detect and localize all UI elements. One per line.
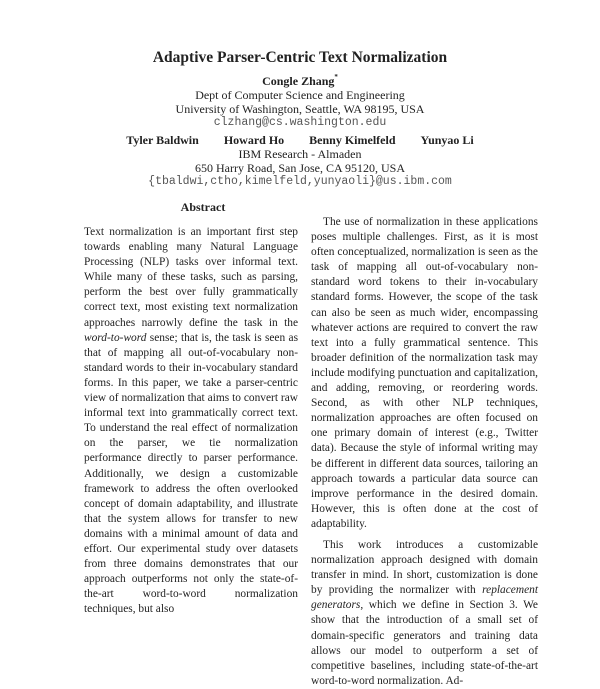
intro-paragraph: The use of normalization in these applications poses multiple challenges. First, as it is most often conceptualized, normalization is seen as the task of mapping all out-of-vocabulary non-standard word tokens to their in-vocabulary standard forms. However, the scope of the task can also be seen as much wider, encompassing whatever actions are required to convert the raw text into a fully grammatical sentence. This broader definition of the normalization task may include modifying punctuation and capitalization, and adding, removing, or reordering words. Second, as with other NLP techniques, normalization approaches are often focused on one primary domain of interest (e.g., Twitter data). Because the style of informal writing may be different in different data sources, tailoring an approach towards a particular data source can improve performance in the desired domain. However, this is often done at the cost of adaptability. [311,216,538,530]
ibm-address: 650 Harry Road, San Jose, CA 95120, USA [195,161,405,175]
first-author-university: University of Washington, Seattle, WA 98195, USA [175,102,425,116]
footnote-mark: * [334,73,338,81]
first-author-dept: Dept of Computer Science and Engineering [195,88,405,102]
first-author-email: clzhang@cs.washington.edu [213,116,387,129]
abstract-text: sense; that is, the task is seen as that of mapping all out-of-vocabulary non-standard words to their in-vocabulary standard forms. In this paper, we take a parser-centric view of normalization that aims to convert raw informal text into grammatically correct text. To understand the real effect of normalization on the parser, we tie normalization performance directly to parser performance. Additionally, we design a customizable framework to address the often overlooked concept of domain adaptability, and illustrate that the system allows for transfer to new domains with a minimal amount of data and effort. Our experimental study over datasets from three domains demonstrates that our approach outperforms not only the state-of-the-art word-to-word normalization techniques, but also [84,331,298,616]
intro-emphasis: replacement generators [311,584,538,612]
abstract-emphasis: word-to-word [84,331,147,344]
ibm-emails: {tbaldwi,ctho,kimelfeld,yunyaoli}@us.ibm.com [148,175,452,188]
ibm-authors [0,133,600,148]
intro-text: , which we define in Section 3. We show that the introduction of a small set of domain-specific generators and training data allows our model to outperform a set of competitive baselines, including state-of-the-art word-to-word normalization. Ad- [311,599,538,687]
author-name: Benny Kimelfeld [309,133,396,147]
abstract-body [84,225,298,617]
abstract-text: Text normalization is an important first step towards enabling many Natural Language Processing (NLP) tasks over informal text. While many of these tasks, such as parsing, perform the best over fully grammatically correct text, most existing text normalization approaches narrowly define the task in the [84,226,298,329]
author-name: Tyler Baldwin [126,133,199,147]
first-author [0,74,600,89]
intro-text: This work introduces a customizable normalization approach designed with domain transfer in mind. In short, customization is done by providing the normalizer with [311,538,538,597]
paper-title: Adaptive Parser-Centric Text Normalization [152,49,448,66]
intro-paragraph [311,538,538,689]
ibm-affiliation: IBM Research - Almaden [238,147,362,161]
author-name: Howard Ho [223,133,285,147]
introduction-column [311,215,538,689]
abstract-heading: Abstract [180,200,226,214]
first-author-name: Congle Zhang [262,74,335,88]
author-name: Yunyao Li [420,133,474,147]
